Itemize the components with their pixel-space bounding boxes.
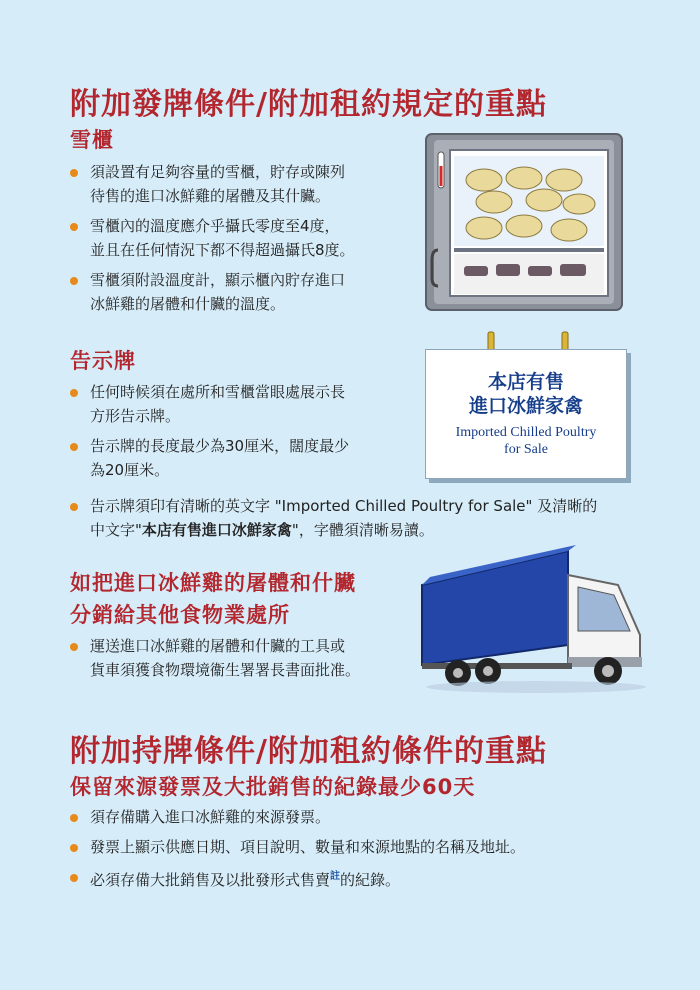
list-item: 須設置有足夠容量的雪櫃，貯存或陳列 待售的進口冰鮮雞的屠體及其什臟。: [68, 160, 355, 208]
sign-zh-line1: 本店有售: [487, 371, 564, 393]
records-bullets: [68, 805, 525, 898]
notice-sign: [425, 349, 627, 479]
fridge-illustration: [424, 132, 624, 312]
list-item: 須存備購入進口冰鮮雞的來源發票。: [68, 805, 525, 829]
records-heading: 保留來源發票及大批銷售的紀錄最少60天: [70, 775, 476, 799]
notice-bullets: [68, 380, 349, 488]
truck-illustration: [418, 545, 650, 695]
distribution-heading-line1: 如把進口冰鮮雞的屠體和什臟: [70, 571, 356, 595]
list-item: 雪櫃內的溫度應介乎攝氏零度至4度， 並且在任何情況下都不得超過攝氏8度。: [68, 214, 355, 262]
notice-bullet-3: [68, 494, 597, 548]
list-item: 告示牌的長度最少為30厘米，闊度最少 為20厘米。: [68, 434, 349, 482]
list-item: 告示牌須印有清晰的英文字 "Imported Chilled Poultry for Sale" 及清晰的 中文字"本店有售進口冰鮮家禽"，字體須清晰易讀。: [68, 494, 597, 542]
list-item: 運送進口冰鮮雞的屠體和什臟的工具或 貨車須獲食物環境衞生署署長書面批准。: [68, 634, 360, 682]
section1-title: 附加發牌條件/附加租約規定的重點: [70, 87, 547, 122]
fridge-heading: 雪櫃: [70, 128, 114, 152]
distribution-bullets: [68, 634, 360, 688]
notice-heading: 告示牌: [70, 349, 136, 373]
sign-zh-line2: 進口冰鮮家禽: [468, 395, 583, 417]
footnote-marker: 註: [330, 871, 341, 882]
list-item: 發票上顯示供應日期、項目說明、數量和來源地點的名稱及地址。: [68, 835, 525, 859]
list-item: 必須存備大批銷售及以批發形式售賣$^註$的紀錄。: [68, 865, 525, 892]
sign-en-line1: Imported Chilled Poultry: [455, 425, 597, 440]
list-item: 雪櫃須附設溫度計，顯示櫃內貯存進口 冰鮮雞的屠體和什臟的溫度。: [68, 268, 355, 316]
sign-en-line2: for Sale: [504, 442, 548, 457]
distribution-heading-line2: 分銷給其他食物業處所: [70, 603, 290, 627]
list-item: 任何時候須在處所和雪櫃當眼處展示長 方形告示牌。: [68, 380, 349, 428]
fridge-bullets: [68, 160, 355, 322]
section2-title: 附加持牌條件/附加租約條件的重點: [70, 734, 547, 769]
